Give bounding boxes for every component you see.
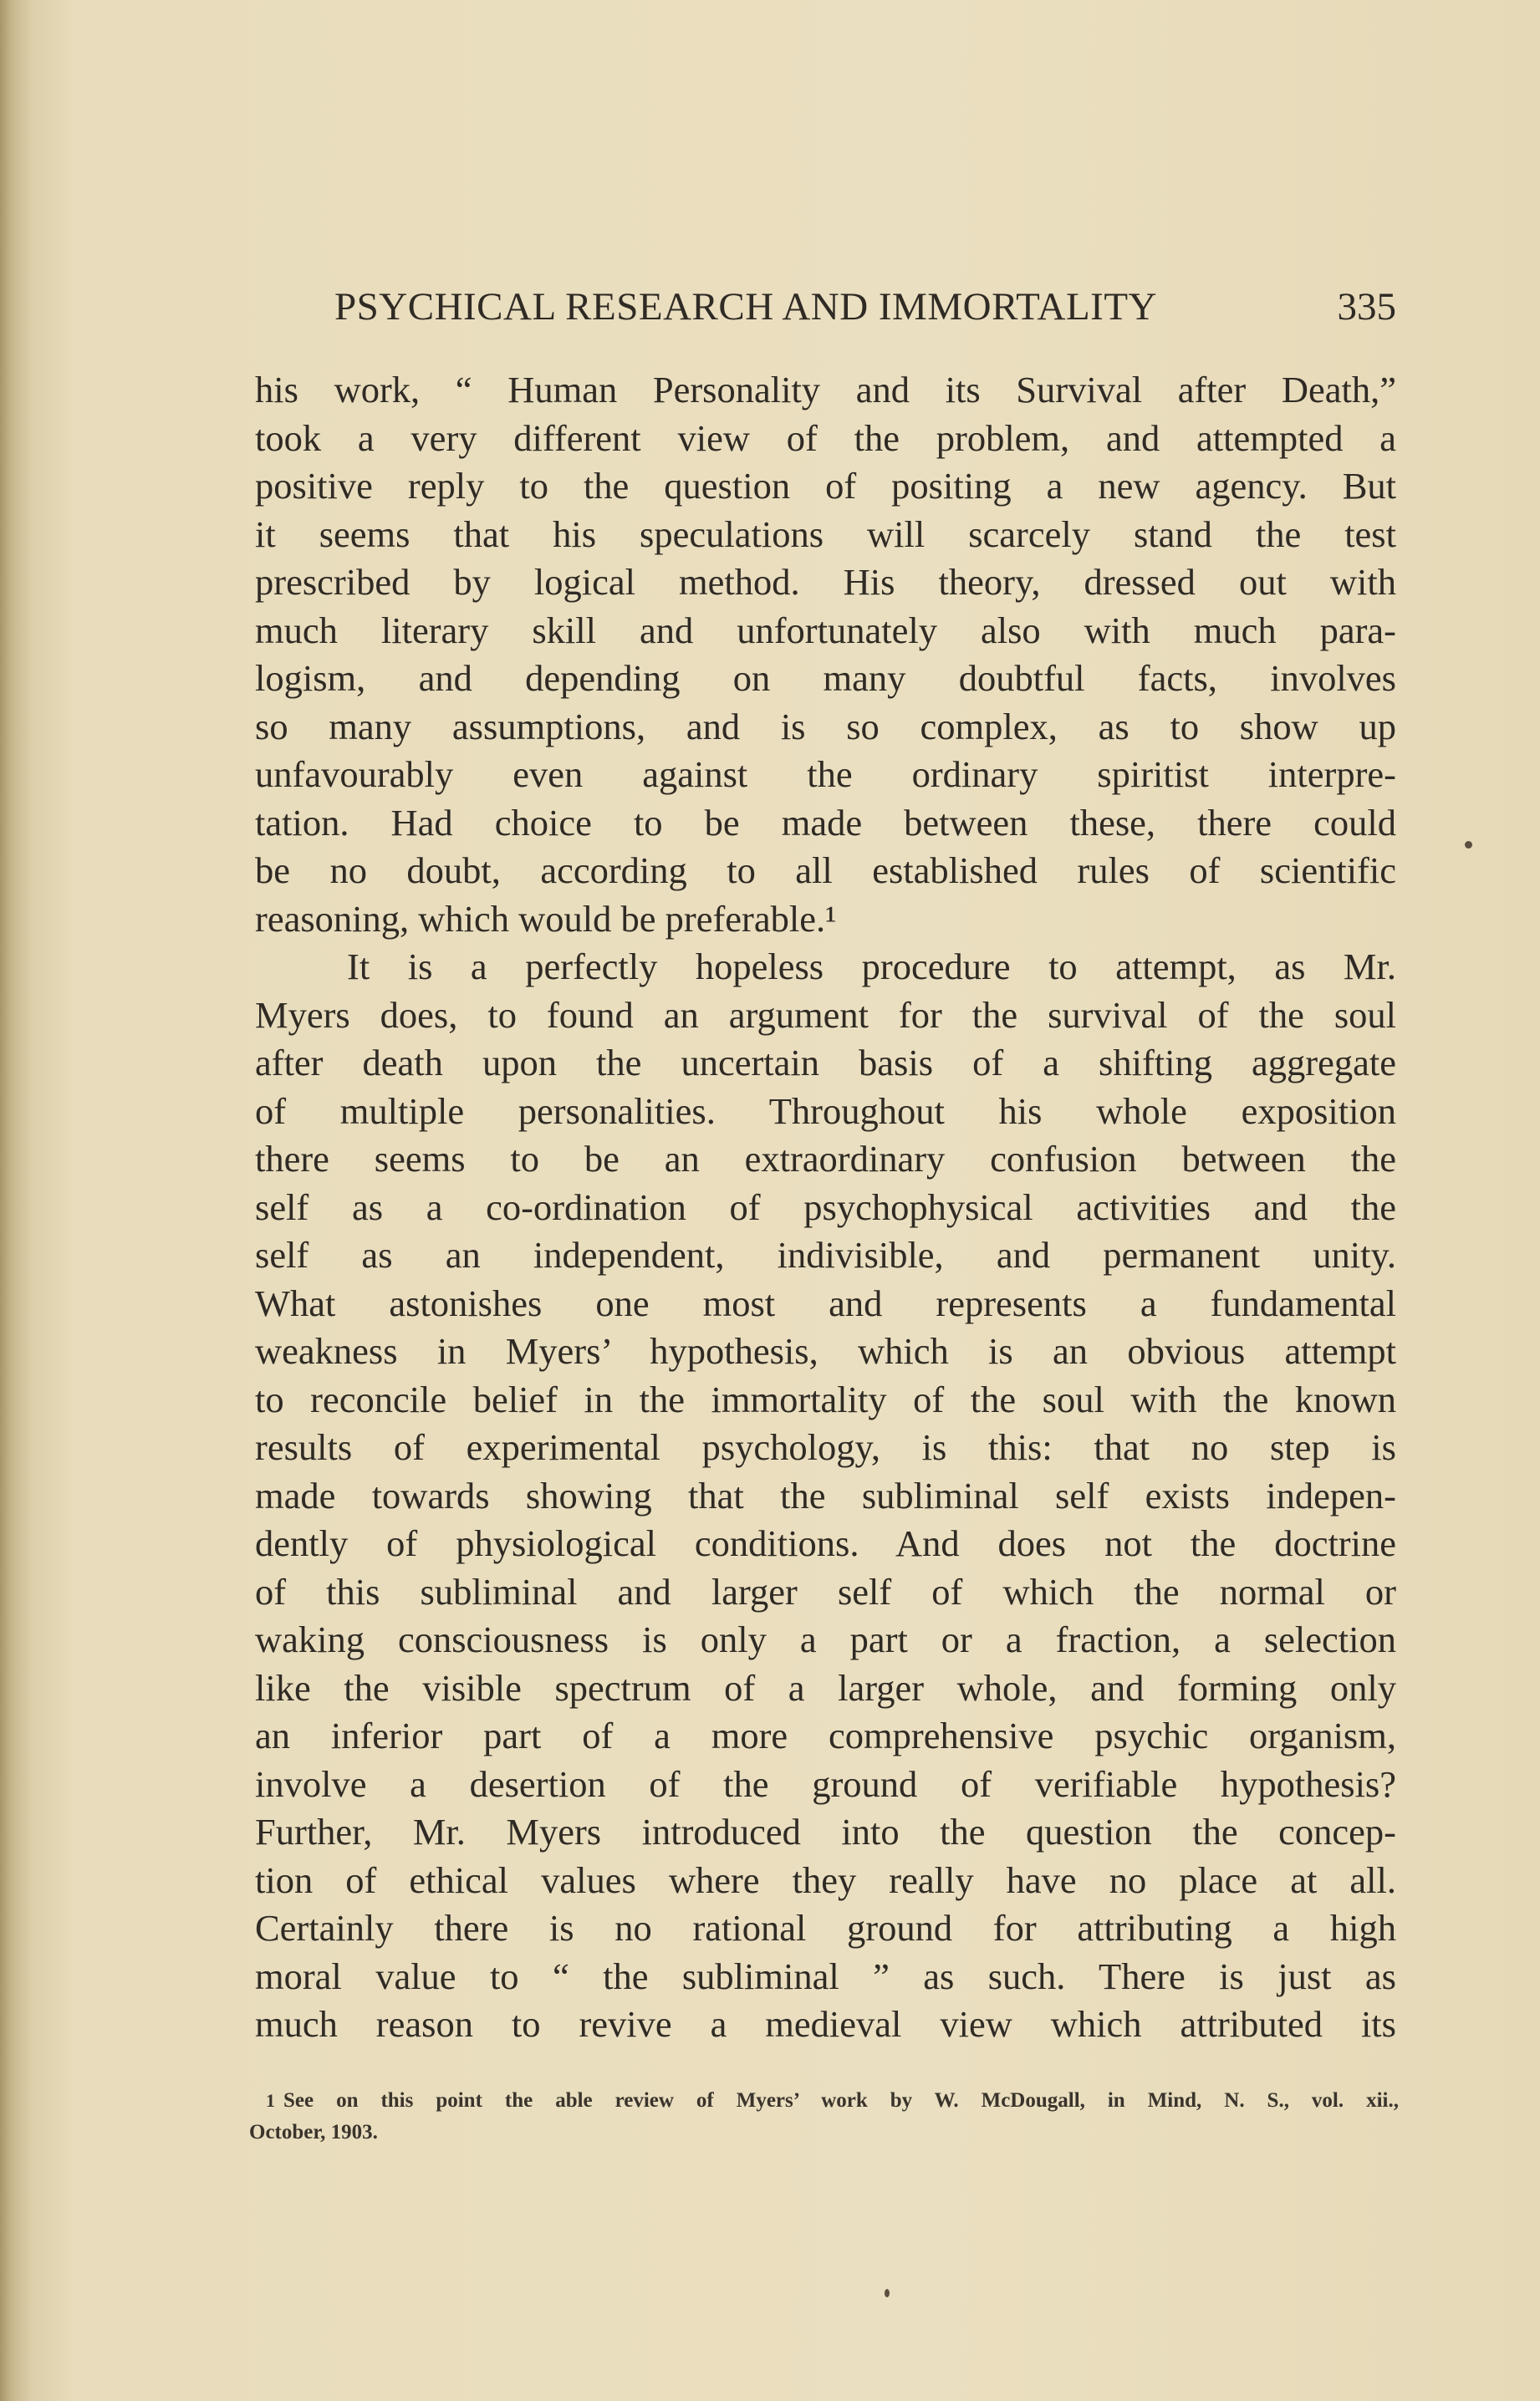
text-line: of multiple personalities. Throughout his whole exposition	[255, 1089, 1396, 1132]
text-line: be no doubt, according to all established rules of scientific	[255, 849, 1396, 891]
text-line: to reconcile belief in the immortality of the soul with the known	[255, 1378, 1396, 1420]
text-line: tion of ethical values where they really have no place at all.	[255, 1858, 1396, 1901]
text-line: unfavourably even against the ordinary spiritist interpre-	[255, 753, 1396, 795]
page-binding-edge	[0, 0, 32, 2401]
text-line: so many assumptions, and is so complex, as to show up	[255, 705, 1396, 747]
text-line: an inferior part of a more comprehensive psychic organism,	[255, 1715, 1396, 1756]
text-line: it seems that his speculations will scarcely stand the test	[255, 512, 1396, 555]
footnote	[249, 2085, 1399, 2149]
text-line: dently of physiological conditions. And does not the doctrine	[255, 1522, 1396, 1564]
text-line: weakness in Myers’ hypothesis, which is an obvious attempt	[255, 1330, 1396, 1372]
text-line: Myers does, to found an argument for the survival of the soul	[255, 993, 1396, 1036]
text-line: What astonishes one most and represents a fundamental	[255, 1282, 1396, 1324]
text-line: after death upon the uncertain basis of a shifting aggregate	[255, 1042, 1396, 1083]
running-title: PSYCHICAL RESEARCH AND IMMORTALITY	[334, 285, 1157, 329]
footnote-line: October, 1903.	[249, 2121, 378, 2144]
text-line: Certainly there is no rational ground for attributing a high	[255, 1907, 1396, 1949]
text-line: prescribed by logical method. His theory, dressed out with	[255, 561, 1396, 603]
paper-speck	[1465, 841, 1472, 849]
text-line: of this subliminal and larger self of which the normal or	[255, 1570, 1396, 1613]
footnote-text: See on this point the able review of Myers’ work by W. McDougall, in Mind, N. S., vol. xii.,	[283, 2089, 1399, 2112]
text-line: moral value to “ the subliminal ” as such. There is just as	[255, 1955, 1396, 1997]
text-line: waking consciousness is only a part or a fraction, a selection	[255, 1619, 1396, 1660]
text-line: self as a co-ordination of psychophysical activities and the	[255, 1185, 1396, 1228]
text-line: logism, and depending on many doubtful facts, involves	[255, 657, 1396, 699]
text-line: reasoning, which would be preferable.¹	[255, 897, 837, 940]
body-text	[255, 366, 1396, 2049]
footnote-line	[249, 2085, 1399, 2117]
text-line: like the visible spectrum of a larger whole, and forming only	[255, 1666, 1396, 1709]
page-number: 335	[1337, 285, 1396, 329]
text-line: much reason to revive a medieval view which attributed its	[255, 2003, 1396, 2045]
text-line: positive reply to the question of positing a new agency. But	[255, 465, 1396, 507]
text-line: took a very different view of the problem, and attempted a	[255, 416, 1396, 459]
text-line: made towards showing that the subliminal self exists indepen-	[255, 1474, 1396, 1517]
paper-speck	[885, 2289, 890, 2297]
text-line: tation. Had choice to be made between these, there could	[255, 801, 1396, 844]
text-line: there seems to be an extraordinary confusion between the	[255, 1138, 1396, 1180]
text-line: Further, Mr. Myers introduced into the question the concep-	[255, 1811, 1396, 1853]
footnote-marker: 1	[266, 2090, 275, 2111]
text-line: involve a desertion of the ground of verifiable hypothesis?	[255, 1762, 1396, 1805]
text-line: his work, “ Human Personality and its Survival after Death,”	[255, 369, 1396, 410]
text-line: results of experimental psychology, is this: that no step is	[255, 1426, 1396, 1468]
running-head	[334, 284, 1396, 334]
text-line: self as an independent, indivisible, and permanent unity.	[255, 1234, 1396, 1276]
text-line: much literary skill and unfortunately also with much para-	[255, 609, 1396, 651]
text-line: It is a perfectly hopeless procedure to attempt, as Mr.	[347, 946, 1396, 987]
